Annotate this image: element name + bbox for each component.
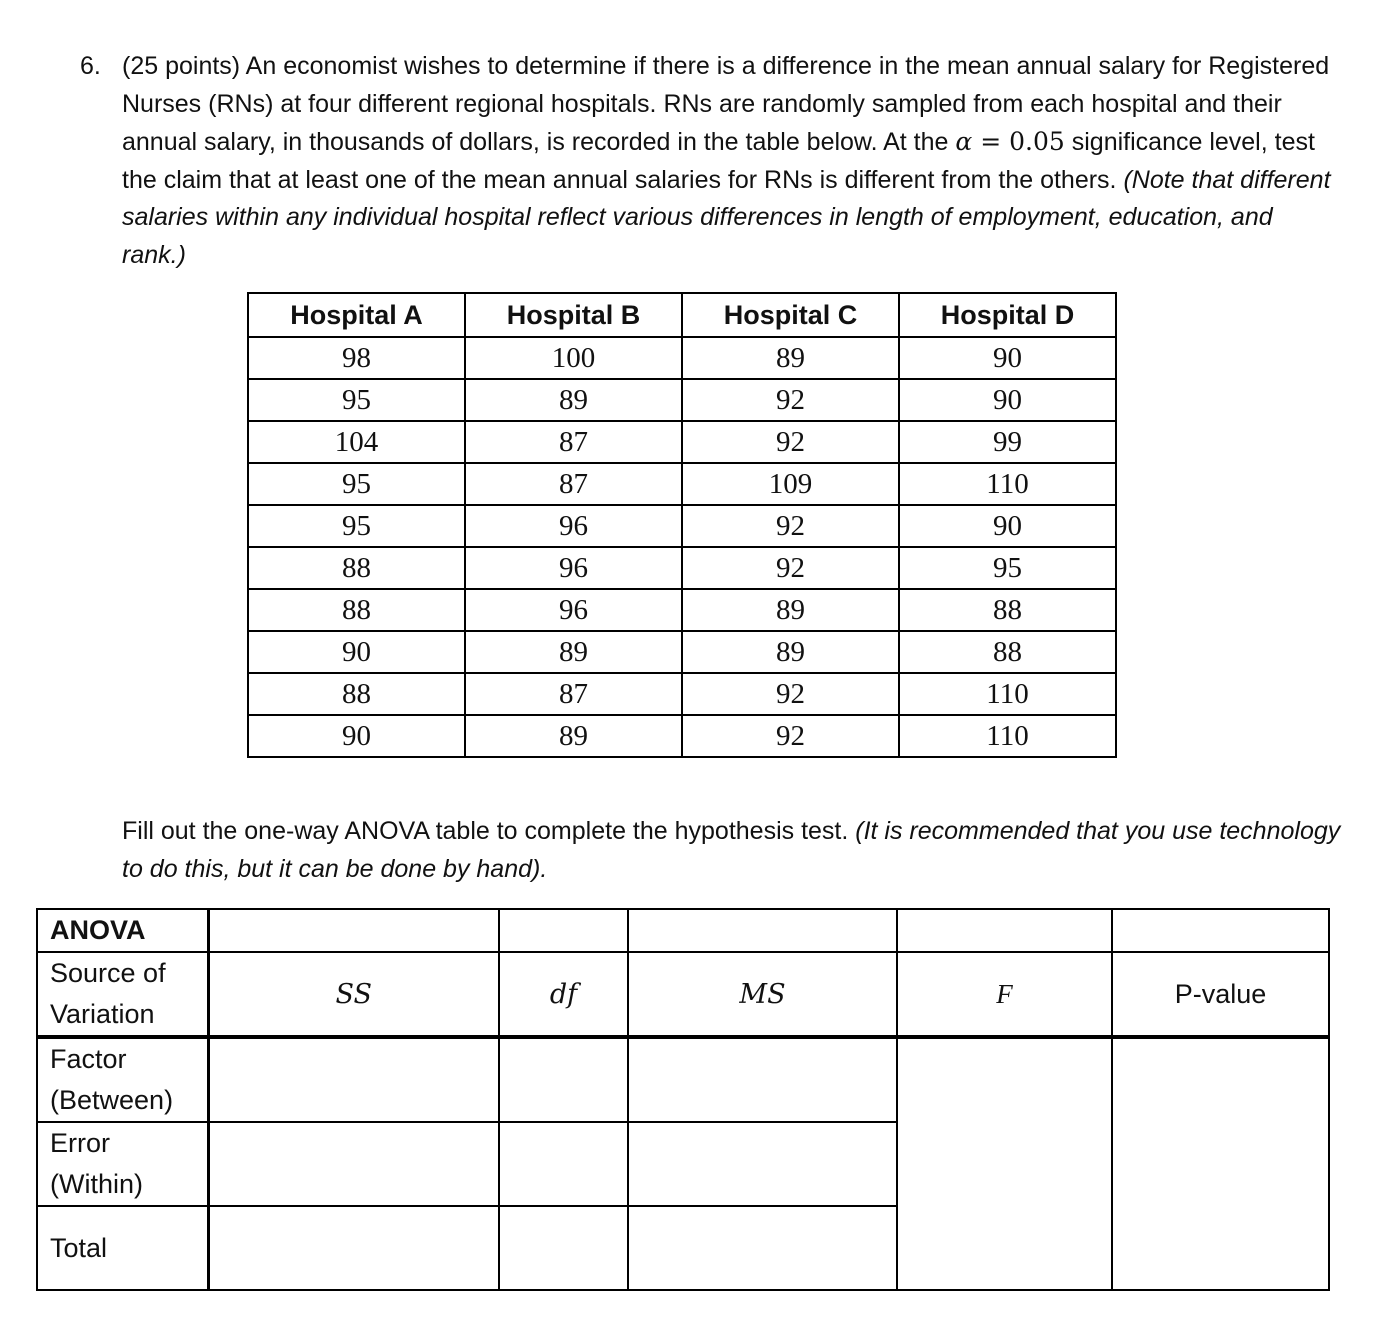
salary-data-table	[247, 292, 1117, 758]
anova-title: ANOVA	[37, 909, 208, 952]
salary-cell: 110	[899, 463, 1116, 505]
p-value-cell[interactable]	[1112, 1037, 1329, 1290]
error-df-cell[interactable]	[499, 1122, 628, 1206]
salary-cell: 89	[465, 715, 682, 757]
anova-table	[36, 908, 1330, 1291]
salary-cell: 96	[465, 505, 682, 547]
source-of-variation-label	[37, 952, 208, 1037]
header-hospital-a: Hospital A	[248, 293, 465, 337]
data-row	[248, 379, 1116, 421]
salary-cell: 92	[682, 379, 899, 421]
ms-header: MS	[628, 952, 897, 1037]
salary-cell: 90	[899, 337, 1116, 379]
factor-label-line2: (Between)	[50, 1085, 174, 1115]
salary-cell: 95	[248, 505, 465, 547]
salary-cell: 89	[465, 631, 682, 673]
p-value-header: P-value	[1112, 952, 1329, 1037]
salary-cell: 110	[899, 673, 1116, 715]
salary-cell: 104	[248, 421, 465, 463]
anova-title-row	[37, 909, 1329, 952]
salary-cell: 88	[248, 673, 465, 715]
salary-cell: 92	[682, 673, 899, 715]
source-label-line2: Variation	[50, 999, 155, 1029]
salary-cell: 110	[899, 715, 1116, 757]
problem-statement	[80, 48, 1340, 275]
blank-cell	[499, 909, 628, 952]
salary-cell: 88	[899, 589, 1116, 631]
data-row	[248, 547, 1116, 589]
salary-cell: 95	[248, 379, 465, 421]
data-row	[248, 337, 1116, 379]
ss-header: SS	[208, 952, 499, 1037]
data-row	[248, 463, 1116, 505]
anova-instructions	[122, 812, 1342, 888]
source-label-line1: Source of	[50, 958, 166, 988]
header-hospital-b: Hospital B	[465, 293, 682, 337]
error-label-line1: Error	[50, 1128, 110, 1158]
salary-cell: 100	[465, 337, 682, 379]
data-row	[248, 631, 1116, 673]
problem-note: (Note that different salaries within any individual hospital reflect various differences in length of employment, education, and rank.)	[122, 165, 1331, 269]
salary-cell: 89	[465, 379, 682, 421]
blank-cell	[897, 909, 1112, 952]
data-row	[248, 505, 1116, 547]
data-row	[248, 421, 1116, 463]
problem-text-part1: (25 points) An economist wishes to determine if there is a difference in the mean annual salary for Registered Nurses (RNs) at four different regional hospitals. RNs are randomly sampled from each hospital and their annual salary, in thousands of dollars, is recorded in the table below. At the	[122, 52, 1330, 157]
instructions-note: (It is recommended that you use technology to do this, but it can be done by hand).	[122, 817, 1341, 883]
anova-header-row	[37, 952, 1329, 1037]
f-value-cell[interactable]	[897, 1037, 1112, 1290]
data-table-header-row	[248, 293, 1116, 337]
salary-cell: 88	[248, 547, 465, 589]
header-hospital-d: Hospital D	[899, 293, 1116, 337]
factor-ss-cell[interactable]	[208, 1037, 499, 1122]
blank-cell	[208, 909, 499, 952]
header-hospital-c: Hospital C	[682, 293, 899, 337]
salary-cell: 92	[682, 715, 899, 757]
data-row	[248, 589, 1116, 631]
salary-cell: 89	[682, 631, 899, 673]
salary-cell: 88	[899, 631, 1116, 673]
total-ms-cell	[628, 1206, 897, 1290]
salary-cell: 92	[682, 505, 899, 547]
data-table-body	[248, 337, 1116, 757]
error-label-line2: (Within)	[50, 1169, 143, 1199]
error-ms-cell[interactable]	[628, 1122, 897, 1206]
error-ss-cell[interactable]	[208, 1122, 499, 1206]
factor-ms-cell[interactable]	[628, 1037, 897, 1122]
salary-cell: 87	[465, 673, 682, 715]
total-label: Total	[37, 1206, 208, 1290]
salary-cell: 109	[682, 463, 899, 505]
salary-cell: 92	[682, 421, 899, 463]
instructions-text: Fill out the one-way ANOVA table to complete the hypothesis test.	[122, 817, 856, 845]
data-row	[248, 715, 1116, 757]
salary-cell: 90	[899, 505, 1116, 547]
salary-cell: 96	[465, 547, 682, 589]
salary-cell: 88	[248, 589, 465, 631]
blank-cell	[1112, 909, 1329, 952]
salary-cell: 87	[465, 421, 682, 463]
salary-cell: 87	[465, 463, 682, 505]
data-row	[248, 673, 1116, 715]
blank-cell	[628, 909, 897, 952]
equals-sign: =	[972, 127, 1010, 157]
total-ss-cell[interactable]	[208, 1206, 499, 1290]
salary-cell: 90	[899, 379, 1116, 421]
salary-cell: 95	[248, 463, 465, 505]
anova-factor-row	[37, 1037, 1329, 1122]
problem-text-part2: significance level, test the claim that at least one of the mean annual salaries for RNs is different from the others.	[122, 128, 1315, 194]
salary-cell: 89	[682, 589, 899, 631]
salary-cell: 90	[248, 631, 465, 673]
factor-label	[37, 1037, 208, 1122]
alpha-value: 0.05	[1009, 127, 1065, 157]
salary-cell: 98	[248, 337, 465, 379]
factor-label-line1: Factor	[50, 1044, 127, 1074]
df-header: df	[499, 952, 628, 1037]
salary-cell: 92	[682, 547, 899, 589]
error-label	[37, 1122, 208, 1206]
problem-text	[122, 48, 1340, 275]
alpha-symbol: α	[955, 127, 973, 157]
problem-number: 6.	[80, 52, 101, 80]
salary-cell: 95	[899, 547, 1116, 589]
f-header: F	[897, 952, 1112, 1037]
salary-cell: 99	[899, 421, 1116, 463]
total-df-cell[interactable]	[499, 1206, 628, 1290]
factor-df-cell[interactable]	[499, 1037, 628, 1122]
salary-cell: 90	[248, 715, 465, 757]
salary-cell: 89	[682, 337, 899, 379]
salary-cell: 96	[465, 589, 682, 631]
